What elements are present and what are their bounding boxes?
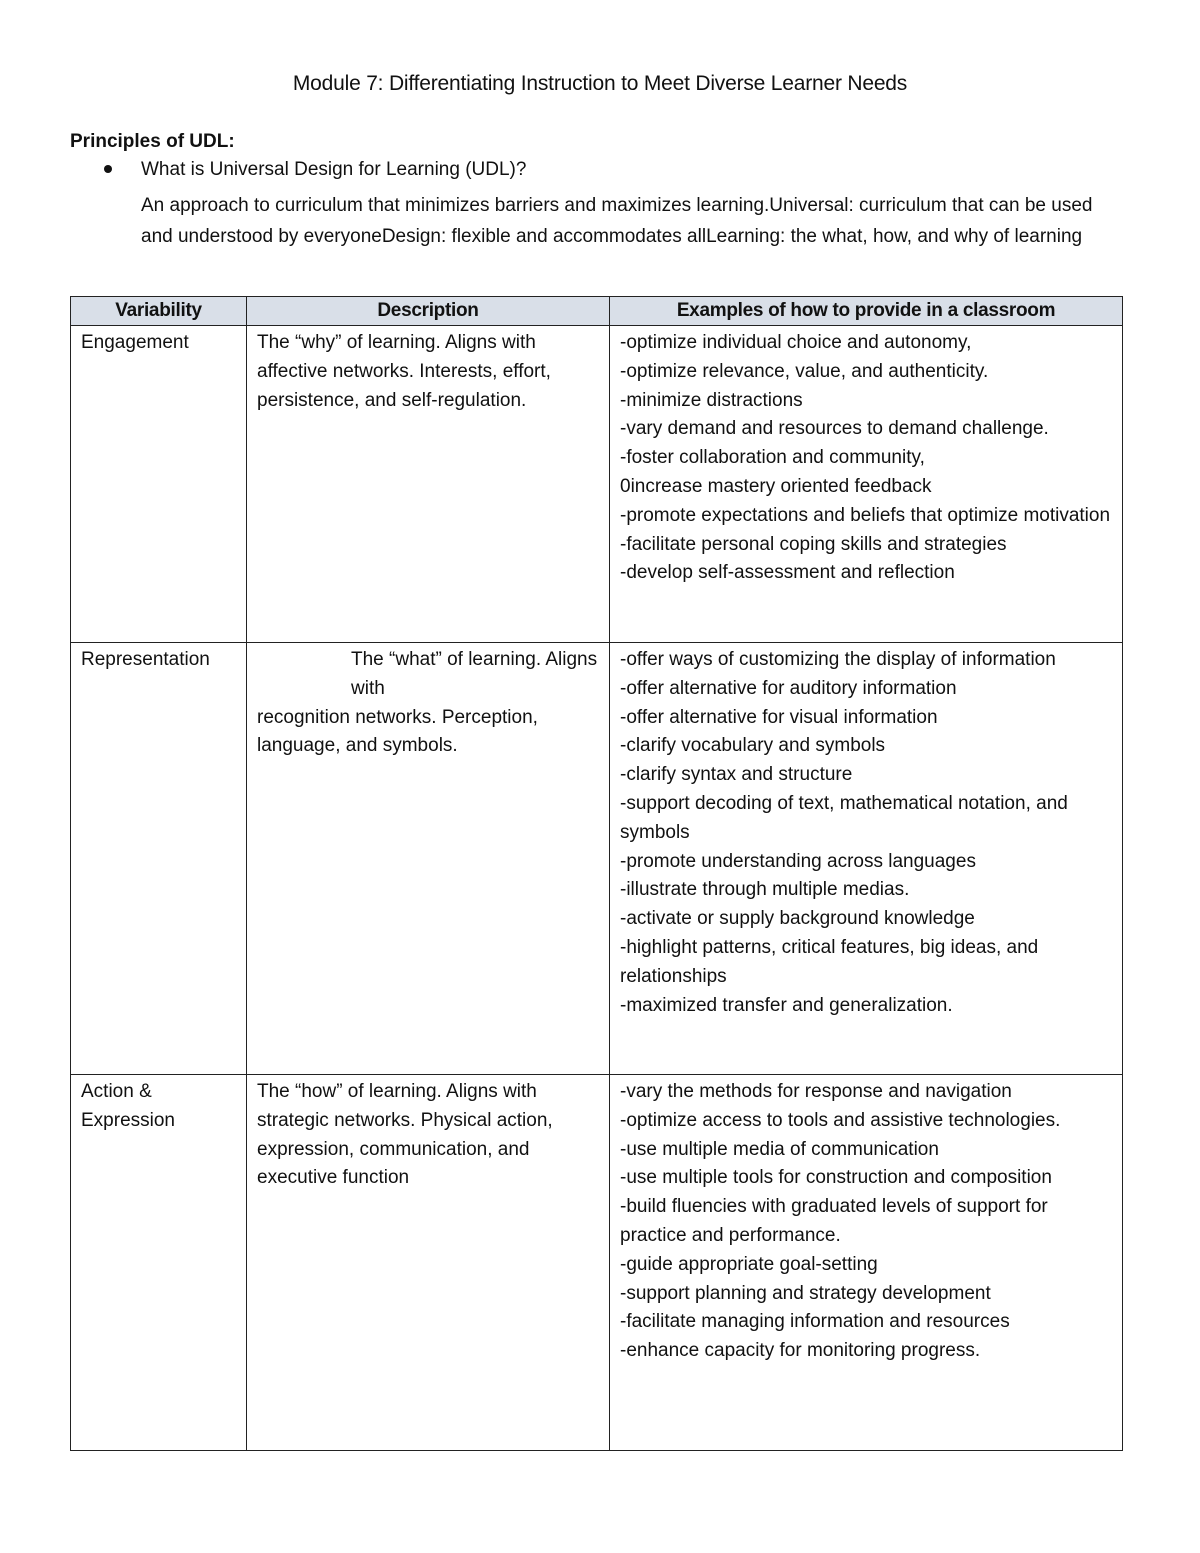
examples-cell	[610, 643, 1123, 1075]
header-examples: Examples of how to provide in a classroom	[610, 297, 1123, 326]
variability-cell: Representation	[71, 643, 247, 1075]
example-item: -illustrate through multiple medias.	[620, 879, 910, 901]
example-item: -offer alternative for auditory information	[620, 677, 957, 699]
examples-cell	[610, 1075, 1123, 1451]
answer-text: An approach to curriculum that minimizes barriers and maximizes learning.Universal: curriculum that can be used and understood by everyoneDesign: flexible and accommodates allLearning: the what, how, and why of learning	[141, 195, 1093, 247]
example-item: -promote expectations and beliefs that optimize motivation	[620, 504, 1111, 526]
description-rest: recognition networks. Perception, language, and symbols.	[257, 706, 538, 757]
example-item: -vary the methods for response and navigation	[620, 1081, 1012, 1102]
udl-table	[70, 296, 1123, 1451]
table-row	[71, 1075, 1123, 1451]
table-row	[71, 326, 1123, 643]
example-item: -foster collaboration and community,	[620, 447, 925, 469]
variability-line: Action &	[81, 1081, 152, 1102]
example-item: -optimize relevance, value, and authenticity.	[620, 360, 989, 382]
example-item: -facilitate managing information and resources	[620, 1311, 1010, 1333]
table-row	[71, 643, 1123, 1075]
example-item: -develop self-assessment and reflection	[620, 562, 955, 584]
example-item: -optimize access to tools and assistive technologies.	[620, 1109, 1061, 1131]
description-cell: The “how” of learning. Aligns with strategic networks. Physical action, expression, communication, and executive function	[247, 1075, 610, 1451]
variability-line: Expression	[81, 1109, 175, 1131]
example-item: -enhance capacity for monitoring progress.	[620, 1340, 981, 1362]
examples-cell	[610, 326, 1123, 643]
example-item: -support planning and strategy development	[620, 1282, 991, 1304]
example-item: -highlight patterns, critical features, big ideas, and relationships	[620, 936, 1039, 987]
example-item: -offer ways of customizing the display of information	[620, 649, 1056, 670]
example-item: -minimize distractions	[620, 389, 803, 411]
example-item: -vary demand and resources to demand challenge.	[620, 418, 1049, 440]
example-item: -build fluencies with graduated levels of support for practice and performance.	[620, 1196, 1048, 1246]
example-item: -use multiple tools for construction and composition	[620, 1167, 1052, 1189]
example-item: -facilitate personal coping skills and strategies	[620, 533, 1007, 555]
example-item: -clarify syntax and structure	[620, 764, 853, 786]
example-item: -offer alternative for visual information	[620, 706, 938, 728]
variability-cell: Engagement	[71, 326, 247, 643]
description-cell: The “why” of learning. Aligns with affective networks. Interests, effort, persistence, and self-regulation.	[247, 326, 610, 643]
section-heading: Principles of UDL:	[70, 131, 235, 152]
header-variability: Variability	[71, 297, 247, 326]
question-text: What is Universal Design for Learning (UDL)?	[141, 159, 527, 180]
example-item: 0increase mastery oriented feedback	[620, 475, 932, 497]
example-item: -use multiple media of communication	[620, 1138, 939, 1160]
example-item: -guide appropriate goal-setting	[620, 1253, 878, 1275]
description-cell	[247, 643, 610, 1075]
header-description: Description	[247, 297, 610, 326]
bullet-icon	[104, 165, 112, 173]
example-item: -activate or supply background knowledge	[620, 908, 975, 930]
document-title: Module 7: Differentiating Instruction to Meet Diverse Learner Needs	[292, 72, 908, 95]
description-lead: The “what” of learning. Aligns with	[351, 649, 598, 699]
example-item: -clarify vocabulary and symbols	[620, 735, 886, 757]
example-item: -optimize individual choice and autonomy,	[620, 332, 972, 353]
variability-cell	[71, 1075, 247, 1451]
table-header-row	[71, 297, 1123, 326]
example-item: -support decoding of text, mathematical notation, and symbols	[620, 792, 1068, 843]
example-item: -promote understanding across languages	[620, 850, 976, 872]
example-item: -maximized transfer and generalization.	[620, 994, 953, 1016]
